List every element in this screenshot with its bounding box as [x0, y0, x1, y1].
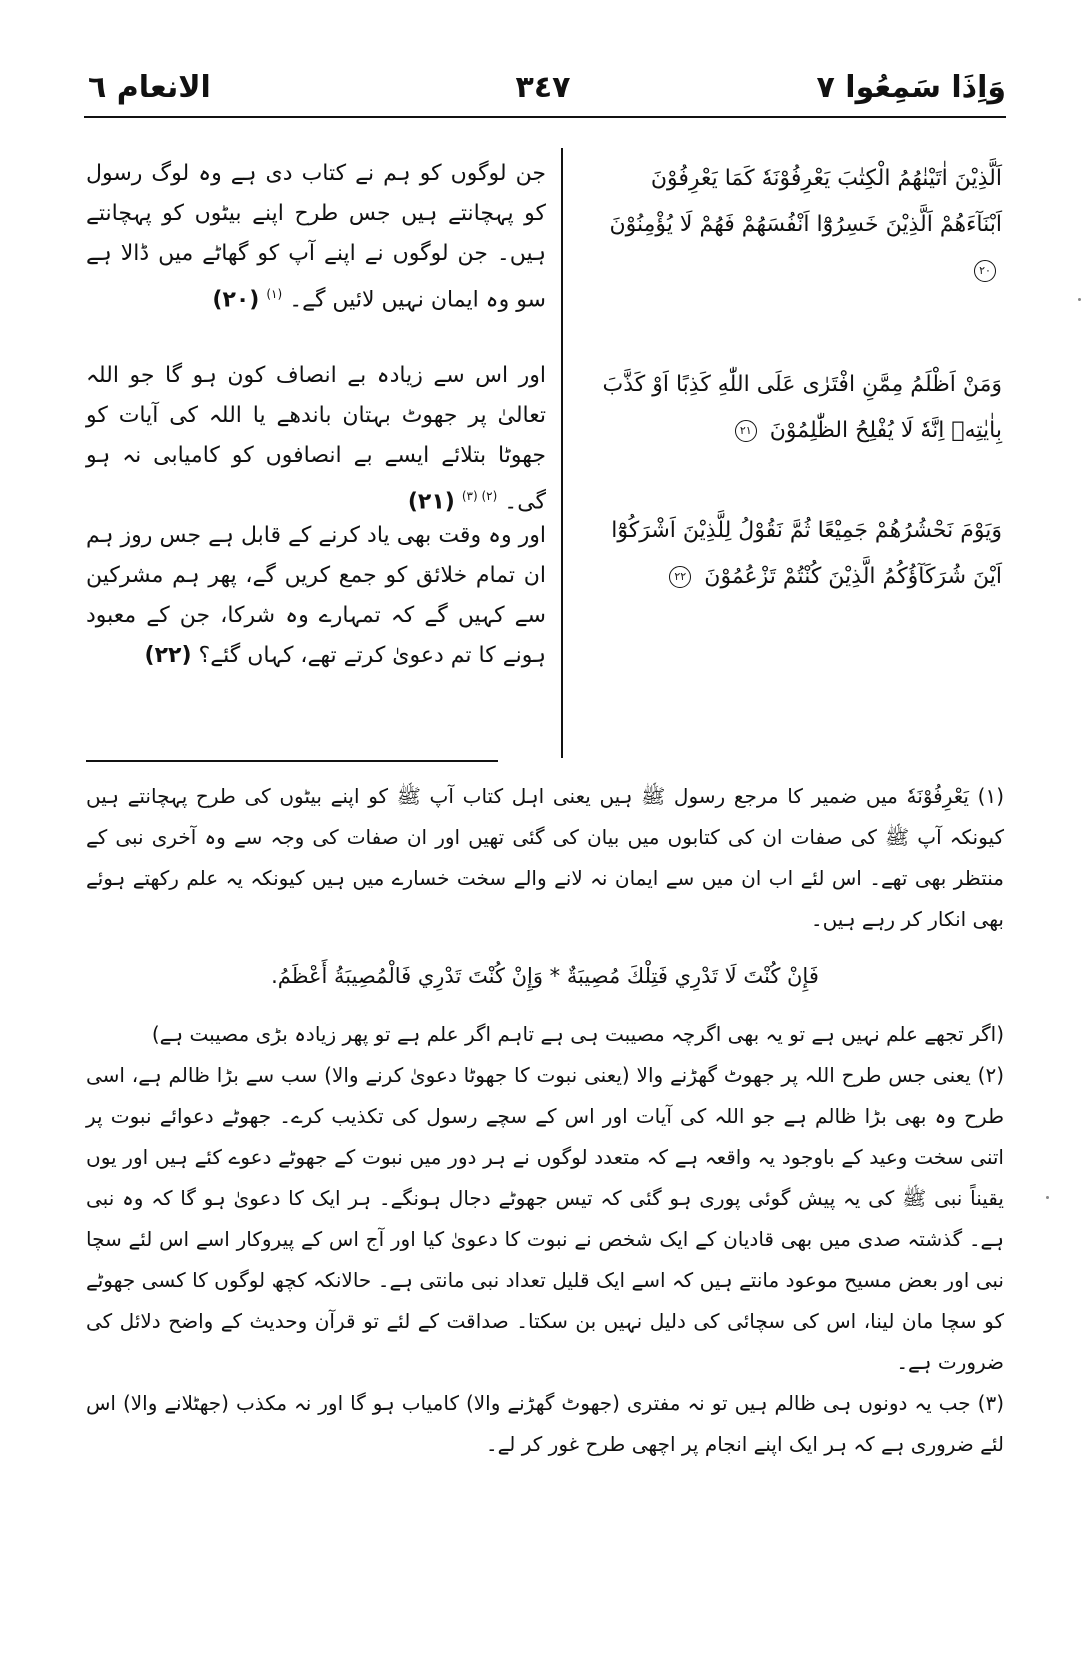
translation-text: جن لوگوں کو ہم نے کتاب دی ہے وہ لوگ رسول کو پہچانتے ہیں جس طرح اپنے بیٹوں کو پہچانتے ہیں۔ جن لوگوں نے اپنے آپ کو گھاٹے میں ڈالا ہے سو وہ ایمان نہیں لائیں گے۔	[86, 161, 546, 313]
verse-number: (٢٢)	[144, 643, 192, 668]
poem-translation: (اگر تجھے علم نہیں ہے تو یہ بھی اگرچہ مصیبت ہی ہے تاہم اگر علم ہے تو پھر زیادہ بڑی مصیبت ہے)	[151, 1022, 1004, 1046]
arabic-ayah-20	[590, 156, 1002, 294]
footnote-3: (٣) جب یہ دونوں ہی ظالم ہیں تو نہ مفتری (جھوٹ گھڑنے والا) کامیاب ہو گا اور نہ مکذب (جھٹلانے والا) اس لئے ضروری ہے کہ ہر ایک اپنے انجام پر اچھی طرح غور کر لے۔	[86, 1391, 1004, 1456]
ayah-number-marker: ٢٠	[974, 260, 996, 282]
surah-title: الانعام ٦	[88, 70, 211, 105]
ayah-number-marker: ٢٢	[669, 566, 691, 588]
translation-text: اور اس سے زیادہ بے انصاف کون ہو گا جو اللہ تعالیٰ پر جھوٹ بہتان باندھے یا اللہ کی آیات کو جھوٹا بتلائے ایسے بے انصافوں کو کامیابی نہ ہو گی۔	[86, 363, 546, 515]
ayah-text: وَمَنْ اَظْلَمُ مِمَّنِ افْتَرٰى عَلَى اللّٰهِ كَذِبًا اَوْ كَذَّبَ بِاٰيٰتِهٖ اِنَّهٗ لَا يُفْلِحُ الظّٰلِمُوْنَ	[602, 372, 1002, 443]
translation-22	[86, 516, 546, 676]
scan-speck	[1046, 1196, 1049, 1199]
footnote-ref: (٢) (٣)	[461, 489, 498, 503]
translation-text: اور وہ وقت بھی یاد کرنے کے قابل ہے جس روز ہم ان تمام خلائق کو جمع کریں گے، پھر ہم مشرکین سے کہیں گے کہ تمہارے وہ شرکا، جن کے معبود ہونے کا تم دعویٰ کرتے تھے، کہاں گئے؟	[86, 523, 546, 668]
page-number: ٣٤٧	[515, 70, 571, 105]
juz-title: وَاِذَا سَمِعُوا ٧	[816, 70, 1006, 105]
verse-number: (٢٠)	[212, 287, 260, 313]
translation-21	[86, 356, 546, 522]
ayah-number-marker: ٢١	[735, 420, 757, 442]
arabic-ayah-21	[590, 362, 1002, 454]
column-divider	[561, 148, 563, 758]
footnotes-section	[86, 776, 1004, 1465]
verse-number: (٢١)	[407, 489, 455, 515]
scan-speck	[1078, 298, 1081, 301]
footnote-rule	[86, 760, 498, 762]
footnote-2: (٢) یعنی جس طرح اللہ پر جھوٹ گھڑنے والا (یعنی نبوت کا جھوٹا دعویٰ کرنے والا) سب سے بڑا ظالم ہے، اسی طرح وہ بھی بڑا ظالم ہے جو اللہ کی آیات اور اس کے سچے رسول کی تکذیب کرے۔ جھوٹے دعوائے نبوت پر اتنی سخت وعید کے باوجود یہ واقعہ ہے کہ متعدد لوگوں نے ہر دور میں نبوت کے جھوٹے دعوے کئے ہیں اور یوں یقیناً نبی ﷺ کی یہ پیش گوئی پوری ہو گئی کہ تیس جھوٹے دجال ہونگے۔ ہر ایک کا دعویٰ ہو گا کہ وہ نبی ہے۔ گذشتہ صدی میں بھی قادیان کے ایک شخص نے نبوت کا دعویٰ کیا اور آج اس کے پیروکار اسے اس لئے سچا نبی اور بعض مسیح موعود مانتے ہیں کہ اسے ایک قلیل تعداد نبی مانتی ہے۔ حالانکہ کچھ لوگوں کا کسی جھوٹے کو سچا مان لینا، اس کی سچائی کی دلیل نہیں بن سکتا۔ صداقت کے لئے تو قرآن وحدیث کے واضح دلائل کی ضرورت ہے۔	[86, 1063, 1005, 1374]
ayah-text: اَلَّذِيْنَ اٰتَيْنٰهُمُ الْكِتٰبَ يَعْرِفُوْنَهٗ كَمَا يَعْرِفُوْنَ اَبْنَآءَهُمْ اَلَّذِيْنَ خَسِرُوْٓا اَنْفُسَهُمْ فَهُمْ لَا يُؤْمِنُوْنَ	[609, 166, 1002, 237]
footnote-ref: (١)	[266, 287, 283, 301]
header-rule	[84, 116, 1006, 118]
translation-20	[86, 154, 546, 320]
ayah-text: وَيَوْمَ نَحْشُرُهُمْ جَمِيْعًا ثُمَّ نَقُوْلُ لِلَّذِيْنَ اَشْرَكُوْٓا اَيْنَ شُرَكَآؤُكُمُ الَّذِيْنَ كُنْتُمْ تَزْعُمُوْنَ	[611, 518, 1002, 589]
footnote-1: (١) يَعْرِفُوْنَهٗ میں ضمیر کا مرجع رسول ﷺ ہیں یعنی اہل کتاب آپ ﷺ کو اپنے بیٹوں کی طرح پہچانتے ہیں کیونکہ آپ ﷺ کی صفات ان کی کتابوں میں بیان کی گئی تھیں اور ان صفات کی وجہ سے وہ آخری نبی کے منتظر بھی تھے۔ اس لئے اب ان میں سے ایمان نہ لانے والے سخت خسارے میں ہیں کیونکہ یہ علم رکھتے ہوئے بھی انکار کر رہے ہیں۔	[86, 784, 1004, 931]
arabic-poem-line: فَإِنْ كُنْتَ لَا تَدْرِي فَتِلْكَ مُصِيبَةٌ * وَإِنْ كُنْتَ تَدْرِي فَالْمُصِيبَةُ أَعْظَمُ.	[271, 964, 819, 988]
arabic-ayah-22	[590, 508, 1002, 600]
